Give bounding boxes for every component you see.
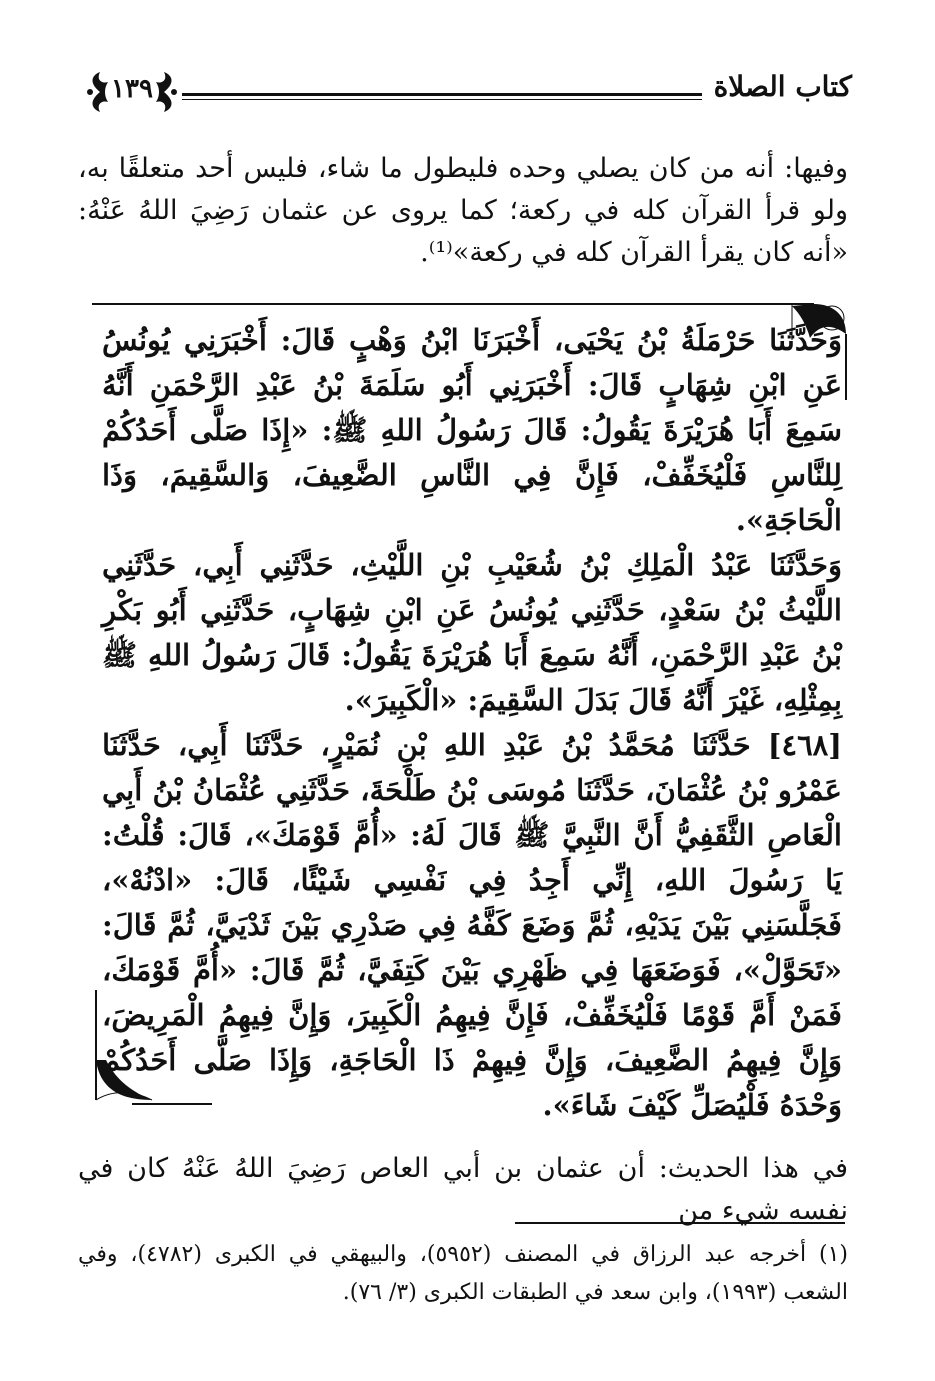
footnote-rule — [515, 1222, 845, 1224]
hadith-paragraph: [٤٦٨] حَدَّثَنَا مُحَمَّدُ بْنُ عَبْدِ اللهِ بْنِ نُمَيْرٍ، حَدَّثَنَا أَبِي، حَدَّثَنَا عَمْرُو بْنُ عُثْمَانَ، حَدَّثَنَا مُوسَى بْنُ طَلْحَةَ، حَدَّثَنِي عُثْمَانُ بْنُ أَبِي الْعَاصِ الثَّقَفِيُّ أَنَّ النَّبِيَّ ﷺ قَالَ لَهُ: «أُمَّ قَوْمَكَ»، قَالَ: قُلْتُ: يَا رَسُولَ اللهِ، إِنِّي أَجِدُ فِي نَفْسِي شَيْئًا، قَالَ: «ادْنُهْ»، فَجَلَّسَنِي بَيْنَ يَدَيْهِ، ثُمَّ وَضَعَ كَفَّهُ فِي صَدْرِي بَيْنَ ثَدْيَيَّ، ثُمَّ قَالَ: «تَحَوَّلْ»، فَوَضَعَهَا فِي ظَهْرِي بَيْنَ كَتِفَيَّ، ثُمَّ قَالَ: «أُمَّ قَوْمَكَ، فَمَنْ أَمَّ قَوْمًا فَلْيُخَفِّفْ، فَإِنَّ فِيهِمُ الْكَبِيرَ، وَإِنَّ فِيهِمُ الْمَرِيضَ، وَإِنَّ فِيهِمُ الضَّعِيفَ، وَإِنَّ فِيهِمْ ذَا الْحَاجَةِ، وَإِذَا صَلَّى أَحَدُكُمْ وَحْدَهُ فَلْيُصَلِّ كَيْفَ شَاءَ». — [102, 728, 842, 1122]
header-rule — [182, 93, 702, 96]
chapter-title: كتاب الصلاة — [713, 70, 852, 103]
header-rule-thin — [182, 99, 702, 100]
page-header — [82, 62, 852, 132]
hadith-text — [102, 318, 842, 1128]
hadith-paragraph: وَحَدَّثَنَا عَبْدُ الْمَلِكِ بْنُ شُعَيْبِ بْنِ اللَّيْثِ، حَدَّثَنِي أَبِي، حَدَّثَنِي اللَّيْثُ بْنُ سَعْدٍ، حَدَّثَنِي يُونُسُ عَنِ ابْنِ شِهَابٍ، حَدَّثَنِي أَبُو بَكْرِ بْنُ عَبْدِ الرَّحْمَنِ، أَنَّهُ سَمِعَ أَبَا هُرَيْرَةَ يَقُولُ: قَالَ رَسُولُ اللهِ ﷺ بِمِثْلِهِ، غَيْرَ أَنَّهُ قَالَ بَدَلَ السَّقِيمَ: «الْكَبِيرَ». — [102, 548, 842, 717]
page-number: ١٣٩ — [111, 74, 153, 104]
commentary-paragraph: في هذا الحديث: أن عثمان بن أبي العاص رَضِيَ اللهُ عَنْهُ كان في نفسه شيء من — [78, 1153, 848, 1226]
footnote: (١) أخرجه عبد الرزاق في المصنف (٥٩٥٢)، والبيهقي في الكبرى (٤٧٨٢)، وفي الشعب (١٩٩٣)، وابن سعد في الطبقات الكبرى (٣/ ٧٦). — [78, 1242, 848, 1305]
page-number-ornament — [82, 62, 182, 122]
hadith-paragraph: وَحَدَّثَنَا حَرْمَلَةُ بْنُ يَحْيَى، أَخْبَرَنَا ابْنُ وَهْبٍ قَالَ: أَخْبَرَنِي يُونُسُ عَنِ ابْنِ شِهَابٍ قَالَ: أَخْبَرَنِي أَبُو سَلَمَةَ بْنُ عَبْدِ الرَّحْمَنِ أَنَّهُ سَمِعَ أَبَا هُرَيْرَةَ يَقُولُ: قَالَ رَسُولُ اللهِ ﷺ: «إِذَا صَلَّى أَحَدُكُمْ لِلنَّاسِ فَلْيُخَفِّفْ، فَإِنَّ فِي النَّاسِ الضَّعِيفَ، وَالسَّقِيمَ، وَذَا الْحَاجَةِ». — [102, 323, 842, 537]
intro-paragraph: وفيها: أنه من كان يصلي وحده فليطول ما شاء، فليس أحد متعلقًا به، ولو قرأ القرآن كله في ركعة؛ كما يروى عن عثمان رَضِيَ اللهُ عَنْهُ: «أنه كان يقرأ القرآن كله في ركعة»⁽¹⁾. — [78, 153, 848, 268]
